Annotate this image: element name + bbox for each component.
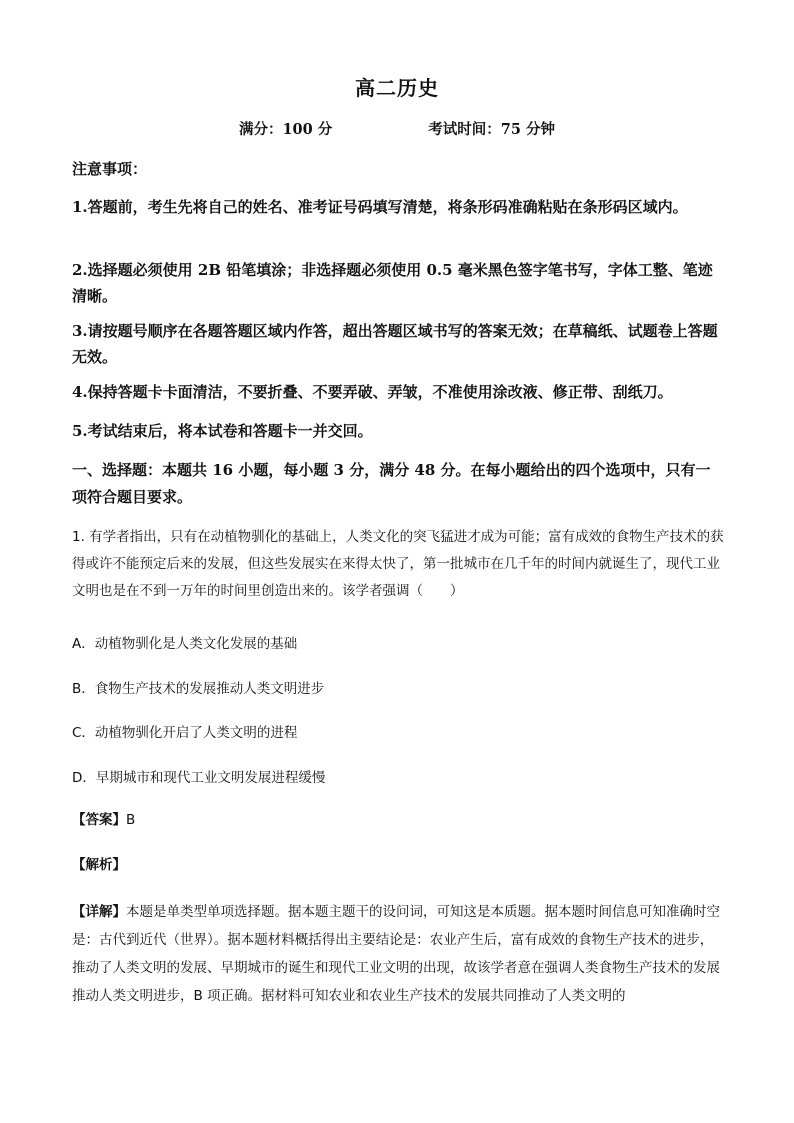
detail-text: 本题是单类型单项选择题。据本题主题干的设问词，可知这是本质题。据本题时间信息可知准确时空是：古代到近代（世界）。据本题材料概括得出主要结论是：农业产生后，富有成效的食物生产技术的进步，推动了人类文明的发展、早期城市的诞生和现代工业文明的出现，故该学者意在强调人类食物生产技术的发展推动人类文明进步，B 项正确。据材料可知农业和农业生产技术的发展共同推动了人类文明的 xyxy=(72,904,720,1004)
answer-value: B xyxy=(126,812,136,828)
page-title: 高二历史 xyxy=(355,76,439,100)
full-score: 满分：100 分 xyxy=(238,121,333,138)
notice-item: 4.保持答题卡卡面清洁，不要折叠、不要弄破、弄皱，不准使用涂改液、修正带、刮纸刀。 xyxy=(72,383,673,401)
notice-item: 2.选择题必须使用 2B 铅笔填涂；非选择题必须使用 0.5 毫米黑色签字笔书写，字体工整、笔迹清晰。 xyxy=(72,261,713,305)
option-c: C．动植物驯化开启了人类文明的进程 xyxy=(72,725,298,741)
notice-item: 5.考试结束后，将本试卷和答题卡一并交回。 xyxy=(72,422,373,440)
analysis-detail xyxy=(72,898,724,1010)
detail-label: 【详解】 xyxy=(72,904,126,920)
notice-item: 1.答题前，考生先将自己的姓名、准考证号码填写清楚，将条形码准确粘贴在条形码区域内。 xyxy=(72,198,688,216)
analysis-heading xyxy=(72,853,724,873)
option-b: B．食物生产技术的发展推动人类文明进步 xyxy=(72,681,325,697)
section-heading: 一、选择题：本题共 16 小题，每小题 3 分，满分 48 分。在每小题给出的四个选项中，只有一项符合题目要求。 xyxy=(72,461,711,506)
analysis-label: 【解析】 xyxy=(72,857,126,873)
exam-time: 考试时间：75 分钟 xyxy=(428,121,556,138)
question-stem: 1. 有学者指出，只有在动植物驯化的基础上，人类文化的突飞猛进才成为可能；富有成效的食物生产技术的获得或许不能预定后来的发展，但这些发展实在来得太快了，第一批城市在几千年的时间内就诞生了，现代工业文明也是在不到一万年的时间里创造出来的。该学者强调（ ） xyxy=(72,529,724,599)
option-a: A．动植物驯化是人类文化发展的基础 xyxy=(72,636,298,652)
notice-item: 3.请按题号顺序在各题答题区域内作答，超出答题区域书写的答案无效；在草稿纸、试题卷上答题无效。 xyxy=(72,322,718,366)
answer xyxy=(72,808,724,828)
exam-meta xyxy=(0,118,794,139)
notice-heading: 注意事项： xyxy=(72,160,148,178)
answer-label: 【答案】 xyxy=(72,812,126,828)
option-d: D．早期城市和现代工业文明发展进程缓慢 xyxy=(72,770,326,786)
